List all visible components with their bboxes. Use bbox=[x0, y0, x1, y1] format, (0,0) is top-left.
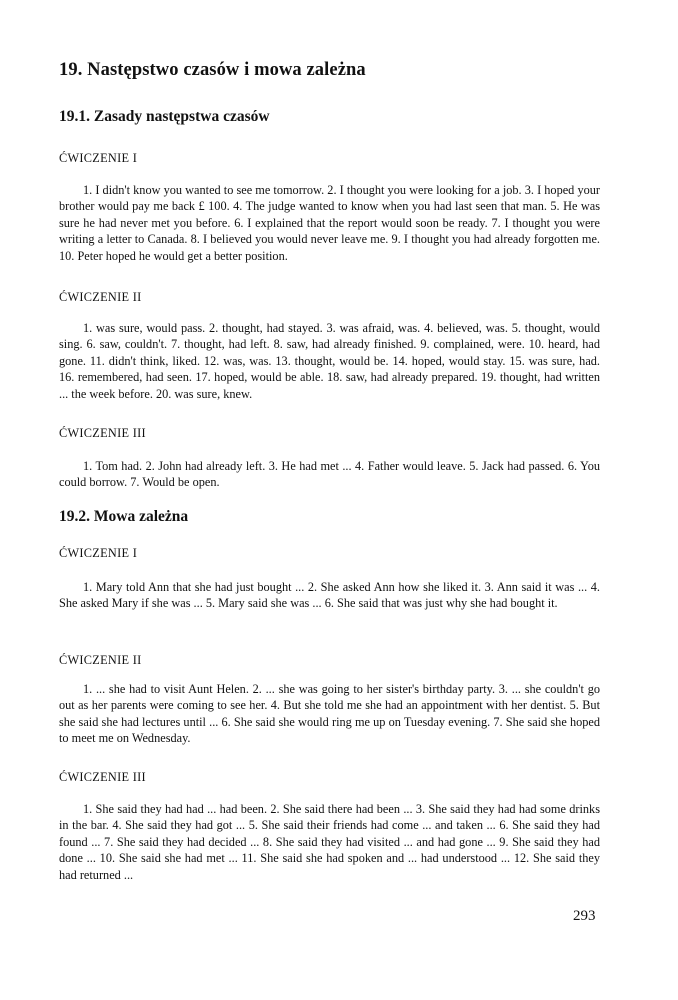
section-title-19-1: 19.1. Zasady następstwa czasów bbox=[59, 108, 270, 125]
exercise-heading: ĆWICZENIE I bbox=[59, 546, 138, 560]
exercise-heading: ĆWICZENIE II bbox=[59, 290, 142, 304]
page-number: 293 bbox=[573, 908, 596, 924]
exercise-heading: ĆWICZENIE I bbox=[59, 151, 138, 165]
exercise-answers: 1. ... she had to visit Aunt Helen. 2. ... she was going to her sister's birthday party. 3. ... she couldn't go out as her parents were coming to see her. 4. But she told me she had an appointment with her dentist. 5. But she said she had lectures until ... 6. She said she would ring me up on Tuesday evening. 7. She said she hoped to meet me on Wednesday. bbox=[59, 682, 600, 746]
exercise-heading: ĆWICZENIE III bbox=[59, 426, 146, 440]
exercise-heading: ĆWICZENIE II bbox=[59, 653, 142, 667]
chapter-title: 19. Następstwo czasów i mowa zależna bbox=[59, 60, 366, 80]
exercise-heading: ĆWICZENIE III bbox=[59, 770, 146, 784]
exercise-answers: 1. Mary told Ann that she had just bought ... 2. She asked Ann how she liked it. 3. Ann said it was ... 4. She asked Mary if she was ... 5. Mary said she was ... 6. She said that was just why she had bought it. bbox=[59, 580, 600, 611]
exercise-answers: 1. I didn't know you wanted to see me tomorrow. 2. I thought you were looking for a job. 3. I hoped your brother would pay me back £ 100. 4. The judge wanted to know when you had last seen that man. 5. He was sure he had never met you before. 6. I explained that the report would soon be ready. 7. I thought you were writing a letter to Canada. 8. I believed you would never leave me. 9. I thought you had already forgotten me. 10. Peter hoped he would get a better position. bbox=[59, 183, 600, 263]
exercise-answers: 1. was sure, would pass. 2. thought, had stayed. 3. was afraid, was. 4. believed, was. 5. thought, would sing. 6. saw, couldn't. 7. thought, had left. 8. saw, had already finished. 9. complained, were. 10. heard, had gone. 11. didn't think, liked. 12. was, was. 13. thought, would be. 14. hoped, would stay. 15. was sure, had. 16. remembered, had seen. 17. hoped, would be able. 18. saw, had already prepared. 19. thought, had written ... the week before. 20. was sure, knew. bbox=[59, 321, 600, 401]
exercise-answers: 1. Tom had. 2. John had already left. 3. He had met ... 4. Father would leave. 5. Jack had passed. 6. You could borrow. 7. Would be open. bbox=[59, 459, 600, 490]
exercise-answers: 1. She said they had had ... had been. 2. She said there had been ... 3. She said they had had some drinks in the bar. 4. She said they had got ... 5. She said their friends had come ... and taken ... 6. She said they had found ... 7. She said they had decided ... 8. She said they had visited ... and had gone ... 9. She said they had done ... 10. She said she had met ... 11. She said she had spoken and ... had understood ... 12. She said they had returned ... bbox=[59, 802, 600, 882]
section-title-19-2: 19.2. Mowa zależna bbox=[59, 508, 189, 525]
